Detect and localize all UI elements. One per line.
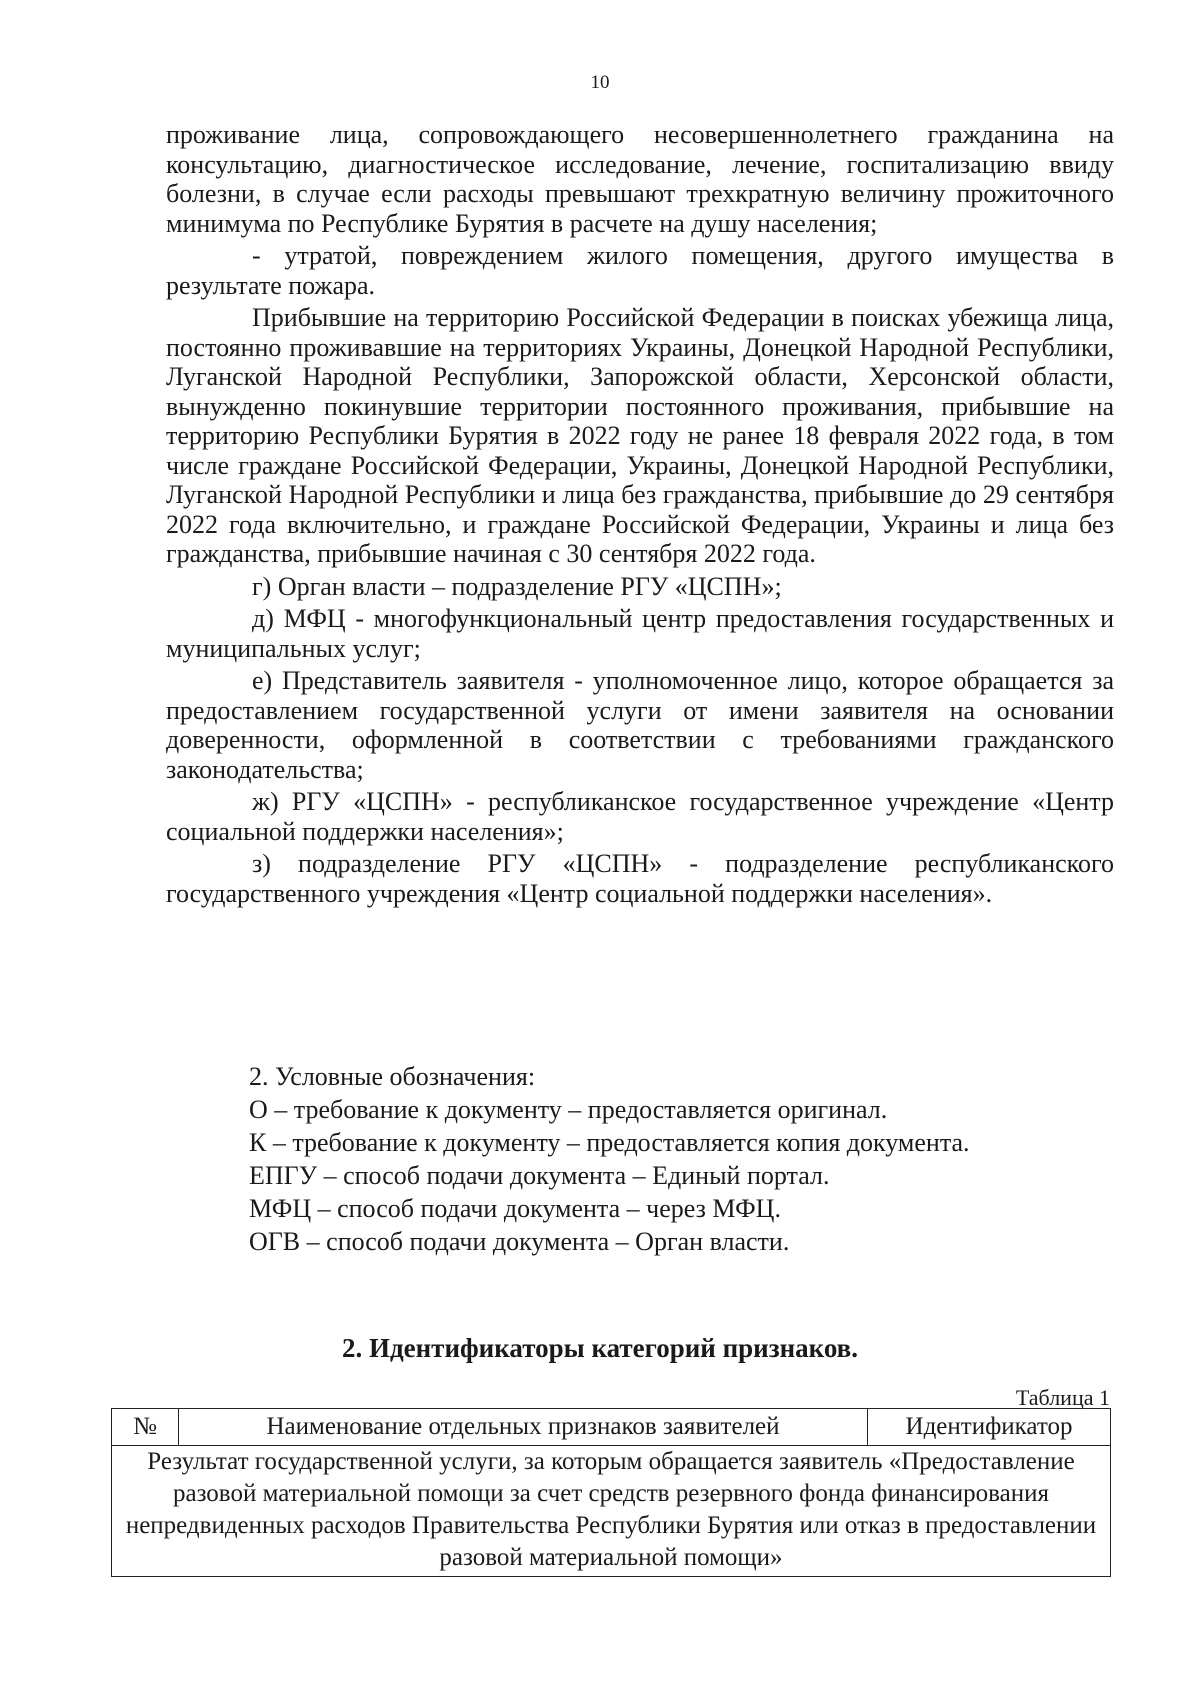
section-heading: 2. Идентификаторы категорий признаков. <box>341 1333 859 1363</box>
header-identifier: Идентификатор <box>868 1409 1111 1446</box>
legend-block <box>249 1060 1109 1258</box>
legend-item: К – требование к документу – предоставляется копия документа. <box>249 1128 970 1157</box>
definition-item: г) Орган власти – подразделение РГУ «ЦСПН»; <box>252 571 782 601</box>
table-caption: Таблица 1 <box>1015 1385 1110 1410</box>
paragraph: - утратой, повреждением жилого помещения, другого имущества в результате пожара. <box>166 241 1114 300</box>
table-header-row <box>112 1409 1111 1446</box>
page-number: 10 <box>590 72 610 93</box>
header-name: Наименование отдельных признаков заявителей <box>179 1409 868 1446</box>
table-row <box>112 1446 1111 1577</box>
legend-item: ОГВ – способ подачи документа – Орган власти. <box>249 1227 790 1256</box>
legend-item: МФЦ – способ подачи документа – через МФЦ. <box>249 1194 781 1223</box>
merged-cell-service-result: Результат государственной услуги, за которым обращается заявитель «Предоставление разовой материальной помощи за счет средств резервного фонда финансирования непредвиденных расходов Правительства Республики Бурятия или отказ в предоставлении разовой материальной помощи» <box>112 1446 1111 1577</box>
definition-item: д) МФЦ - многофункциональный центр предоставления государственных и муниципальных услуг; <box>166 604 1114 663</box>
paragraph: проживание лица, сопровождающего несовершеннолетнего гражданина на консультацию, диагностическое исследование, лечение, госпитализацию ввиду болезни, в случае если расходы превышают трехкратную величину прожиточного минимума по Республике Бурятия в расчете на душу населения; <box>166 120 1114 238</box>
header-number: № <box>112 1409 179 1446</box>
legend-title: 2. Условные обозначения: <box>249 1062 536 1091</box>
document-body <box>166 120 1114 911</box>
legend-item: ЕПГУ – способ подачи документа – Единый портал. <box>249 1161 830 1190</box>
legend-item: О – требование к документу – предоставляется оригинал. <box>249 1095 888 1124</box>
paragraph: Прибывшие на территорию Российской Федерации в поисках убежища лица, постоянно проживавшие на территориях Украины, Донецкой Народной Республики, Луганской Народной Республики, Запорожской области, Херсонской области, вынужденно покинувшие территории постоянного проживания, прибывшие на территорию Республики Бурятия в 2022 году не ранее 18 февраля 2022 года, в том числе граждане Российской Федерации, Украины, Донецкой Народной Республики, Луганской Народной Республики и лица без гражданства, прибывшие до 29 сентября 2022 года включительно, и граждане Российской Федерации, Украины и лица без гражданства, прибывшие начиная с 30 сентября 2022 года. <box>166 303 1114 568</box>
identifiers-table <box>111 1408 1111 1577</box>
definition-item: е) Представитель заявителя - уполномоченное лицо, которое обращается за предоставлением государственной услуги от имени заявителя на основании доверенности, оформленной в соответствии с требованиями гражданского законодательства; <box>166 666 1114 784</box>
definition-item: з) подразделение РГУ «ЦСПН» - подразделение республиканского государственного учреждения «Центр социальной поддержки населения». <box>166 849 1114 908</box>
definition-item: ж) РГУ «ЦСПН» - республиканское государственное учреждение «Центр социальной поддержки населения»; <box>166 787 1114 846</box>
